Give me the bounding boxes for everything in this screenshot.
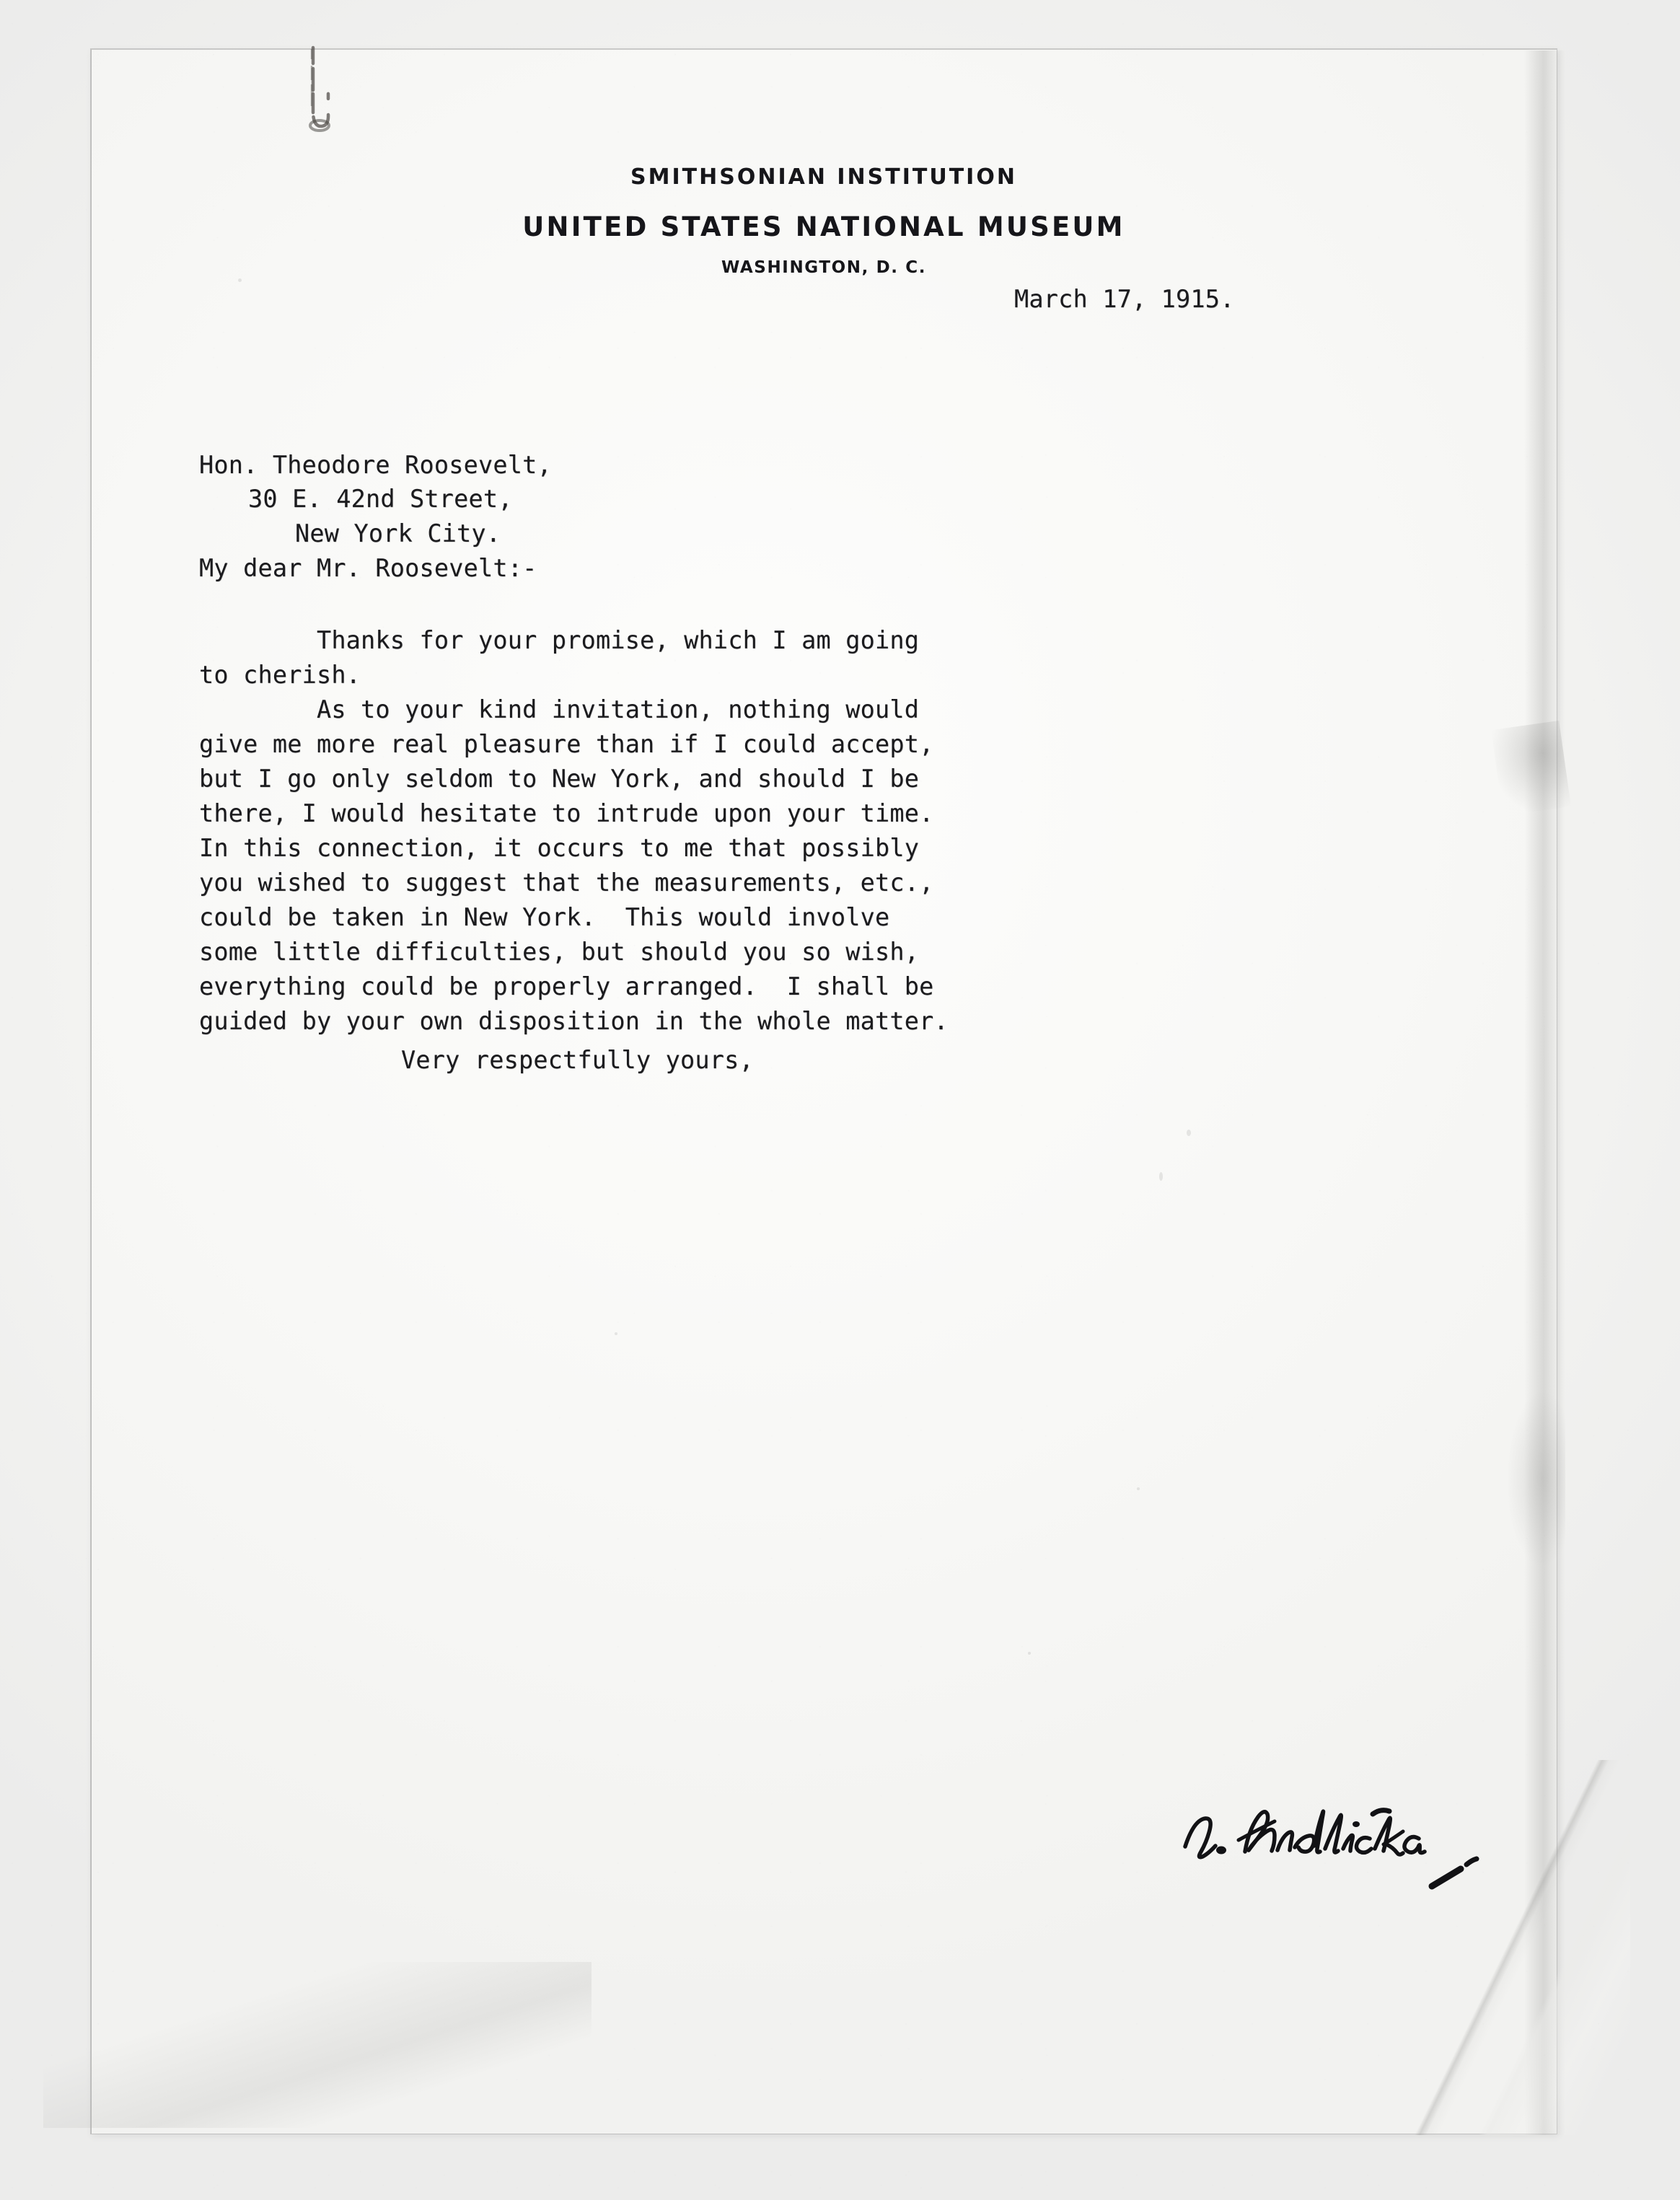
body-line: some little difficulties, but should you so wish,: [199, 938, 920, 966]
letter-content: [91, 49, 1557, 2134]
body-line: but I go only seldom to New York, and should I be: [199, 765, 920, 793]
letterhead-institution: SMITHSONIAN INSTITUTION: [630, 164, 1017, 190]
body-line: could be taken in New York. This would involve: [199, 903, 890, 931]
recipient-name: Hon. Theodore Roosevelt,: [199, 451, 552, 479]
letterhead-museum: UNITED STATES NATIONAL MUSEUM: [522, 211, 1125, 242]
body-line: guided by your own disposition in the whole matter.: [199, 1007, 949, 1035]
date-line: March 17, 1915.: [1014, 285, 1235, 313]
body-line: everything could be properly arranged. I shall be: [199, 972, 934, 1000]
body-line: In this connection, it occurs to me that possibly: [199, 834, 920, 862]
letterhead-city: WASHINGTON, D. C.: [721, 258, 927, 277]
body-line: you wished to suggest that the measurements, etc.,: [199, 868, 934, 897]
recipient-city: New York City.: [295, 519, 501, 547]
body-line: Thanks for your promise, which I am going: [199, 626, 920, 654]
body-line: give me more real pleasure than if I could accept,: [199, 730, 934, 758]
recipient-street: 30 E. 42nd Street,: [248, 485, 513, 513]
body-line: As to your kind invitation, nothing would: [199, 695, 920, 723]
closing-line: Very respectfully yours,: [401, 1046, 754, 1074]
body-line: to cherish.: [199, 661, 361, 689]
salutation: My dear Mr. Roosevelt:-: [199, 554, 537, 582]
body-line: there, I would hesitate to intrude upon your time.: [199, 799, 934, 827]
signature: [1140, 1777, 1516, 1921]
